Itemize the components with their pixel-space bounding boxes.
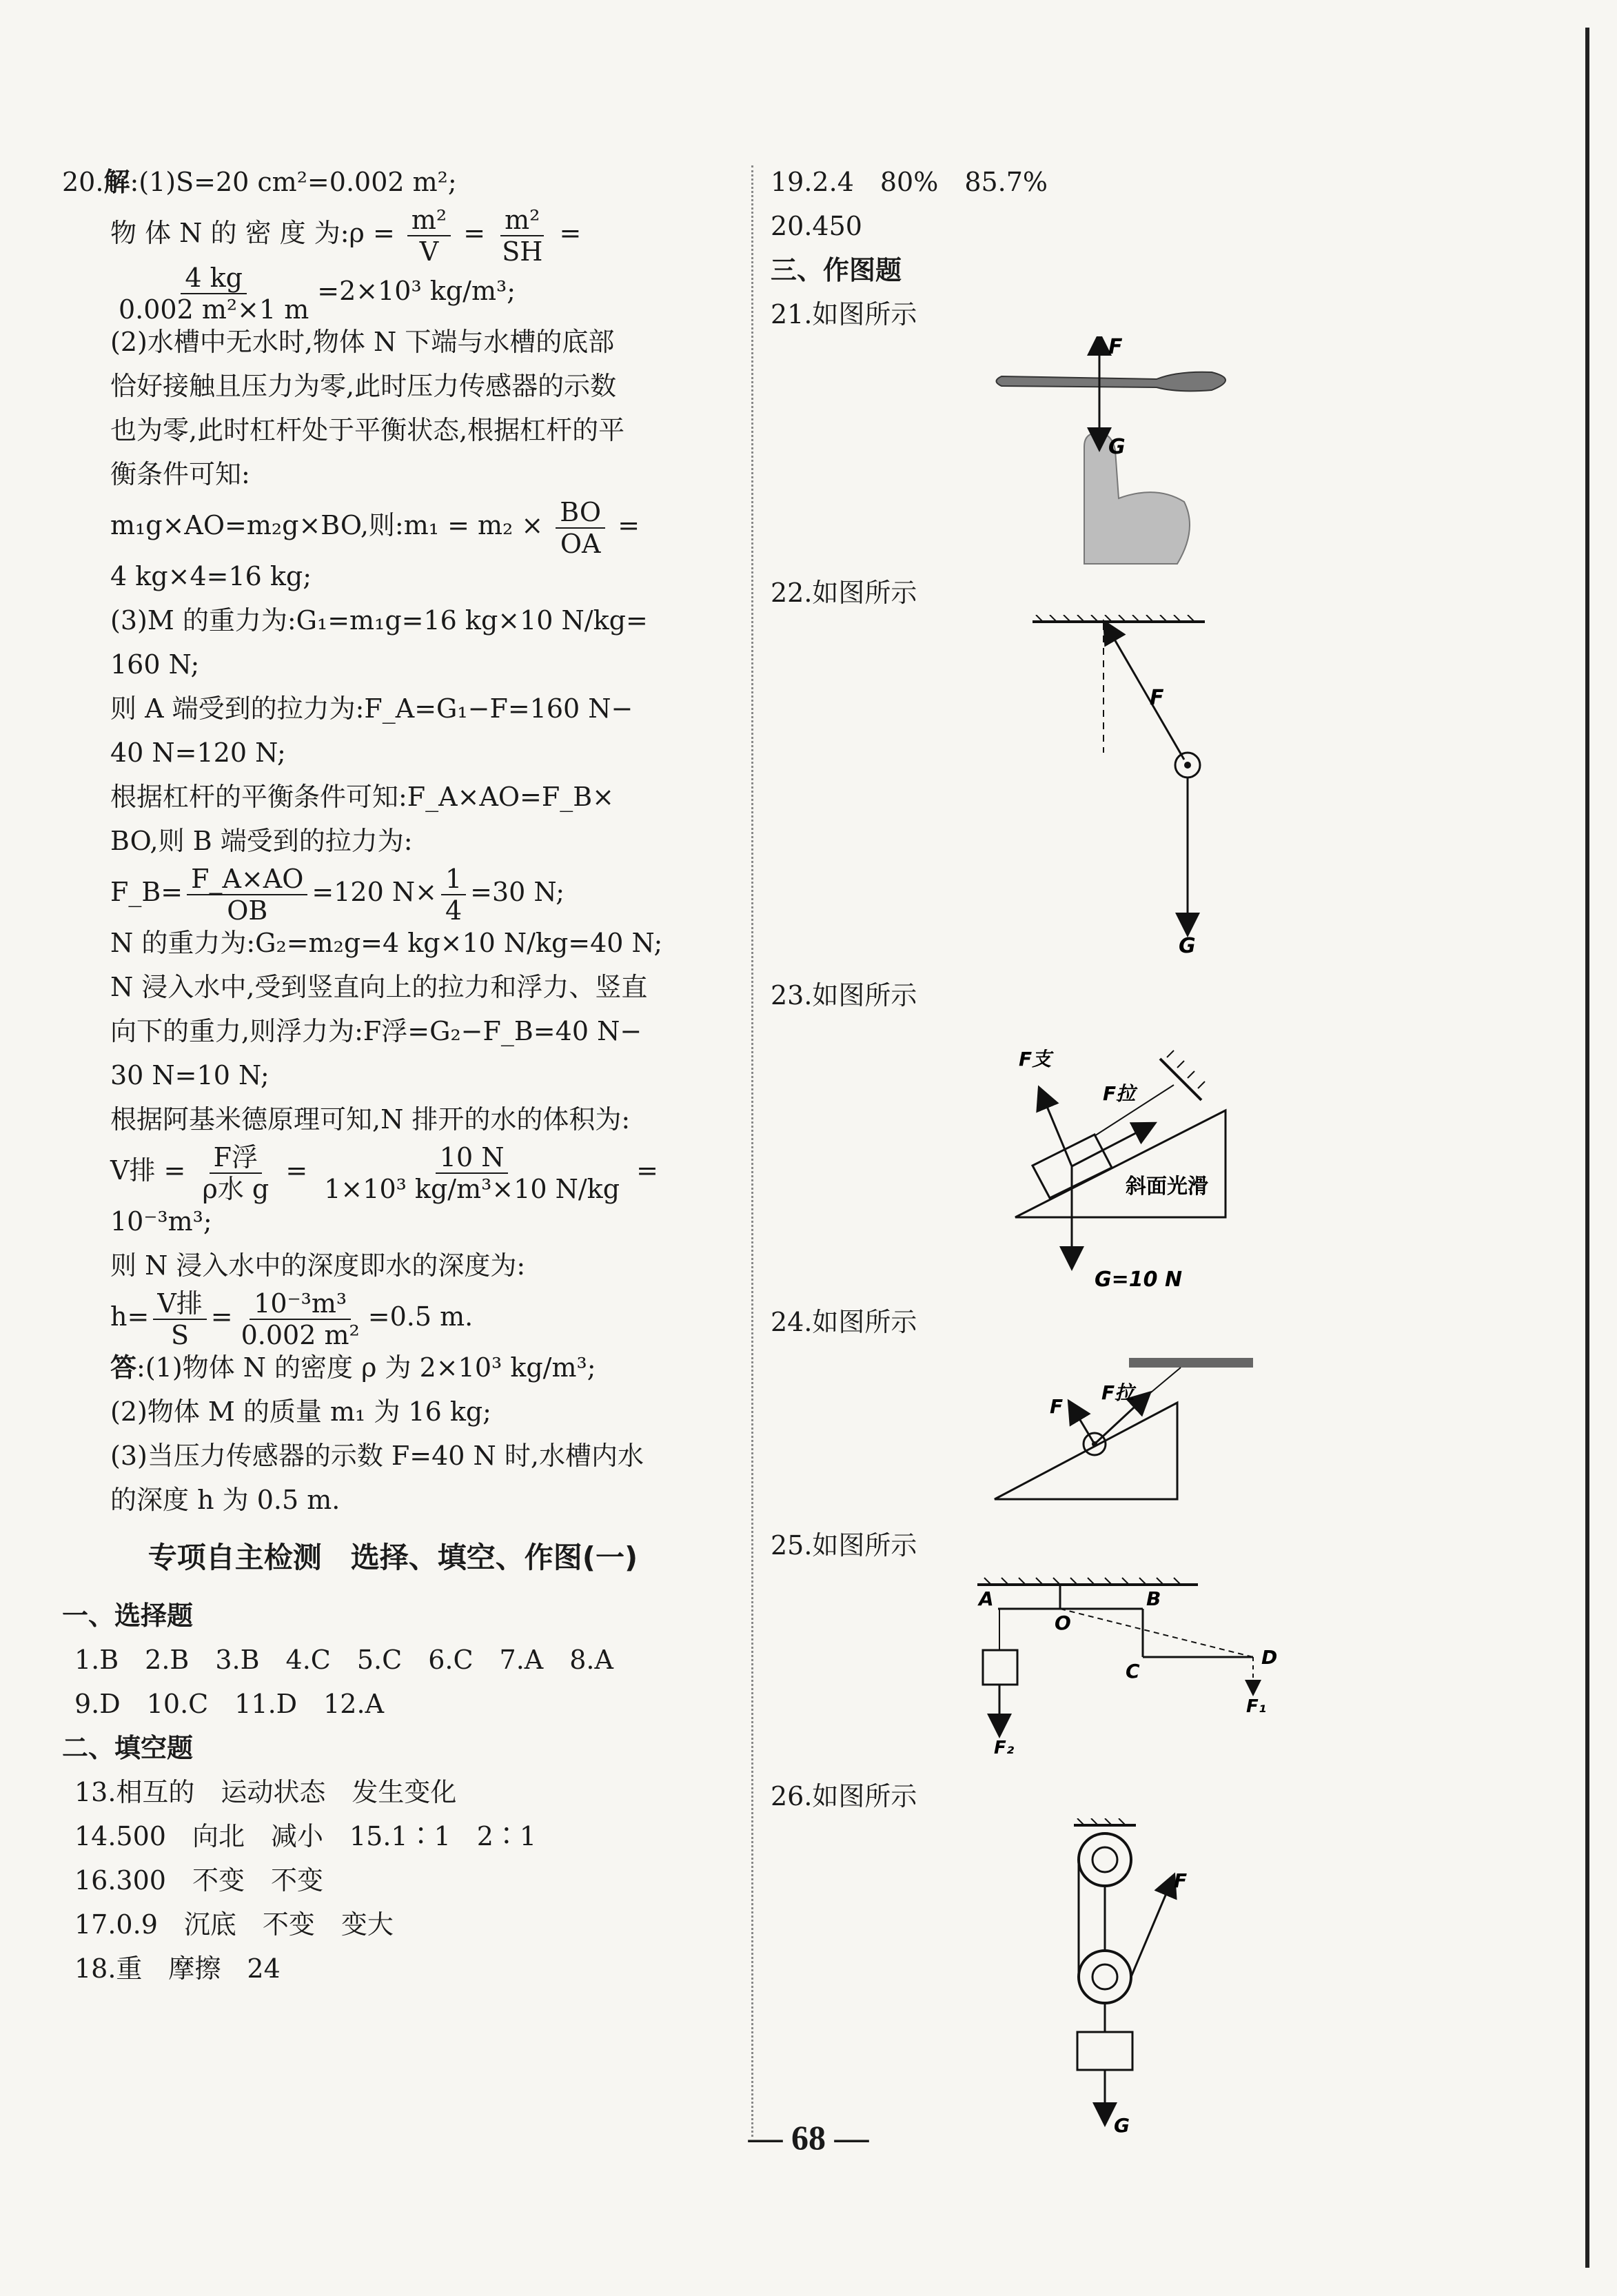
- fraction: [407, 205, 451, 267]
- label-F: F: [1050, 1395, 1064, 1418]
- frac-den: 1×10³ kg/m³×10 N/kg: [324, 1173, 620, 1204]
- fill-answer: 16.300 不变 不变: [74, 1865, 323, 1896]
- ceiling-bar: [1129, 1358, 1253, 1368]
- lever-diagram: [771, 1567, 1570, 1774]
- spoon-diagram: [771, 336, 1570, 571]
- equals: =: [210, 1301, 233, 1332]
- figure-25: [771, 1567, 1570, 1774]
- incline-block-diagram: [771, 1017, 1570, 1300]
- equals: =: [636, 1155, 658, 1186]
- q20-text: (2)水槽中无水时,物体 N 下端与水槽的底部: [110, 327, 615, 357]
- q20-line-8: [62, 496, 724, 559]
- q25-label: 25.如图所示: [771, 1530, 917, 1561]
- q20-text: m₁g×AO=m₂g×BO,则:m₁ = m₂ ×: [110, 510, 544, 540]
- frac-den: OA: [560, 528, 601, 559]
- frac-den: V: [419, 236, 439, 267]
- q20-answer-1: [62, 1345, 724, 1390]
- q23-label: 23.如图所示: [771, 980, 917, 1010]
- equals: =: [618, 510, 640, 540]
- frac-den: S: [171, 1319, 190, 1350]
- q20-text: 根据杠杆的平衡条件可知:F_A×AO=F_B×: [110, 782, 615, 812]
- q20-line-3: [62, 262, 724, 325]
- fill-answer: 13.相互的 运动状态 发生变化: [74, 1777, 457, 1807]
- tension-force-arrow: [1095, 1399, 1143, 1444]
- q20-text: =0.5 m.: [367, 1301, 474, 1332]
- q20-text: 10⁻³m³;: [110, 1206, 212, 1237]
- incline: [1015, 1110, 1226, 1217]
- q20-text: V排 =: [110, 1155, 186, 1186]
- q20-text: 物 体 N 的 密 度 为:ρ =: [110, 218, 395, 248]
- dashed-OD: [1060, 1609, 1253, 1657]
- figure-21: [771, 336, 1570, 571]
- label-F1: F₁: [1246, 1696, 1267, 1717]
- q20-text: 40 N=120 N;: [110, 738, 286, 768]
- q26-label: 26.如图所示: [771, 1781, 917, 1811]
- label-D: D: [1261, 1646, 1278, 1669]
- figure-26: [771, 1818, 1570, 2142]
- frac-num: V排: [153, 1288, 206, 1320]
- label-B: B: [1146, 1587, 1161, 1610]
- label-G: G: [1179, 934, 1196, 958]
- fraction: [320, 1142, 624, 1204]
- section-title: 专项自主检测 选择、填空、作图(一): [148, 1541, 638, 1574]
- label-G: G: [1108, 435, 1126, 459]
- fill-answer: 14.500 向北 减小 15.1∶1 2∶1: [74, 1821, 537, 1851]
- label-F2: F₂: [994, 1738, 1015, 1758]
- q20-text: N 浸入水中,受到竖直向上的拉力和浮力、竖直: [110, 972, 648, 1002]
- frac-den: 0.002 m²×1 m: [119, 294, 309, 325]
- frac-num: BO: [556, 497, 605, 529]
- rope: [1143, 1368, 1181, 1399]
- q20-line-22: [62, 1141, 724, 1204]
- fill-answer: 17.0.9 沉底 不变 变大: [74, 1909, 394, 1940]
- q20-text: =2×10³ kg/m³;: [317, 276, 516, 306]
- label-F-support: F支: [1019, 1048, 1052, 1070]
- fraction: [556, 497, 605, 559]
- section-heading-fill: 二、填空题: [62, 1733, 194, 1763]
- q20-text: 则 A 端受到的拉力为:F_A=G₁−F=160 N−: [110, 693, 633, 724]
- q22-label: 22.如图所示: [771, 578, 917, 608]
- figure-22: [771, 615, 1570, 973]
- frac-num: 4 kg: [181, 263, 247, 294]
- q24-label: 24.如图所示: [771, 1307, 917, 1337]
- q20-jie: 解: [103, 167, 130, 197]
- weight-block: [1077, 2032, 1132, 2070]
- figure-23: [771, 1017, 1570, 1300]
- frac-den: 0.002 m²: [241, 1319, 360, 1350]
- left-column: [62, 160, 724, 1991]
- label-A: A: [979, 1587, 994, 1610]
- force-arrow-F: [1109, 630, 1184, 760]
- q20-line-2: [62, 204, 724, 267]
- frac-num: F_A×AO: [187, 864, 307, 895]
- q20-line-25: [62, 1288, 724, 1350]
- q20-text: 恰好接触且压力为零,此时压力传感器的示数: [110, 371, 617, 401]
- label-G: G: [1114, 2114, 1130, 2137]
- frac-num: 10⁻³m³: [250, 1288, 351, 1320]
- q20-text: (3)M 的重力为:G₁=m₁g=16 kg×10 N/kg=: [110, 605, 648, 636]
- q20-line-16: [62, 863, 724, 926]
- q20-text: 根据阿基米德原理可知,N 排开的水的体积为:: [110, 1104, 631, 1135]
- force-arrow-F: [1131, 1884, 1170, 1977]
- fill-answer: 20.450: [771, 211, 862, 241]
- answer-label: 答: [110, 1352, 137, 1383]
- fixed-pulley: [1079, 1833, 1131, 1886]
- page-edge-shadow: [1585, 28, 1589, 2268]
- q20-text: =120 N×: [312, 877, 437, 907]
- label-F-tension: F拉: [1101, 1381, 1135, 1404]
- q20-text: 也为零,此时杠杆处于平衡状态,根据杠杆的平: [110, 415, 625, 445]
- fraction: [114, 263, 313, 325]
- page-number-value: 68: [791, 2118, 826, 2157]
- frac-num: F浮: [210, 1142, 262, 1174]
- choice-answers: 9.D 10.C 11.D 12.A: [74, 1689, 385, 1719]
- fraction: [498, 205, 547, 267]
- fraction: [198, 1142, 273, 1204]
- frac-den: ρ水 g: [202, 1173, 270, 1204]
- equals: =: [559, 218, 582, 248]
- support-force-arrow: [1043, 1097, 1072, 1166]
- q20-text: 的深度 h 为 0.5 m.: [110, 1485, 340, 1515]
- label-F: F: [1150, 686, 1164, 710]
- label-G: G=10 N: [1095, 1268, 1183, 1292]
- section-heading-choice: 一、选择题: [62, 1601, 194, 1631]
- q20-text: N 的重力为:G₂=m₂g=4 kg×10 N/kg=40 N;: [110, 928, 663, 958]
- label-smooth-slope: 斜面光滑: [1126, 1175, 1208, 1199]
- q20-text: :(1)物体 N 的密度 ρ 为 2×10³ kg/m³;: [136, 1352, 596, 1383]
- fill-answer: 18.重 摩擦 24: [74, 1953, 281, 1984]
- frac-den: OB: [227, 895, 268, 926]
- q20-text: 160 N;: [110, 649, 200, 680]
- page-number: — 68 —: [748, 2118, 869, 2157]
- q20-text: 向下的重力,则浮力为:F浮=G₂−F_B=40 N−: [110, 1016, 642, 1046]
- frac-num: m²: [500, 205, 544, 236]
- label-F: F: [1108, 336, 1123, 359]
- fill-answer: 19.2.4 80% 85.7%: [771, 167, 1048, 197]
- equals: =: [463, 218, 486, 248]
- choice-answers: 1.B 2.B 3.B 4.C 5.C 6.C 7.A 8.A: [74, 1645, 613, 1675]
- q20-text: 30 N=10 N;: [110, 1060, 270, 1090]
- q20-text: (3)当压力传感器的示数 F=40 N 时,水槽内水: [110, 1441, 644, 1471]
- label-F: F: [1174, 1869, 1188, 1892]
- right-column: [771, 160, 1570, 2142]
- q20-text: 衡条件可知:: [110, 459, 250, 489]
- section-heading-drawing: 三、作图题: [771, 255, 902, 285]
- q20-line-1: [62, 160, 724, 204]
- frac-num: 10 N: [436, 1142, 509, 1174]
- hanging-ball-diagram: [771, 615, 1570, 973]
- q20-text: =30 N;: [470, 877, 565, 907]
- label-C: C: [1126, 1660, 1140, 1683]
- q20-text: F_B=: [110, 877, 183, 907]
- q20-text: :(1)S=20 cm²=0.002 m²;: [130, 167, 457, 197]
- fraction: [441, 864, 466, 926]
- movable-pulley: [1079, 1951, 1131, 2003]
- q20-text: 则 N 浸入水中的深度即水的深度为:: [110, 1250, 526, 1281]
- label-F-tension: F拉: [1103, 1082, 1136, 1105]
- fraction: [153, 1288, 206, 1350]
- equals: =: [285, 1155, 308, 1186]
- frac-den: 4: [445, 895, 462, 926]
- q20-text: h=: [110, 1301, 150, 1332]
- q20-number: 20.: [62, 167, 104, 197]
- fraction: [237, 1288, 364, 1350]
- label-O: O: [1055, 1612, 1071, 1634]
- q21-label: 21.如图所示: [771, 299, 917, 329]
- incline-ball-diagram: [771, 1344, 1570, 1523]
- figure-24: [771, 1344, 1570, 1523]
- q20-text: BO,则 B 端受到的拉力为:: [110, 826, 413, 856]
- fraction: [187, 864, 307, 926]
- q20-text: 4 kg×4=16 kg;: [110, 561, 312, 591]
- pulley-diagram: [771, 1818, 1570, 2142]
- weight-block: [983, 1650, 1017, 1685]
- q20-text: (2)物体 M 的质量 m₁ 为 16 kg;: [110, 1396, 491, 1427]
- hand-shape: [1084, 433, 1190, 564]
- column-divider: [751, 165, 753, 2137]
- frac-den: SH: [502, 236, 543, 267]
- frac-num: m²: [407, 205, 451, 236]
- frac-num: 1: [441, 864, 466, 895]
- spoon-shape: [997, 372, 1226, 392]
